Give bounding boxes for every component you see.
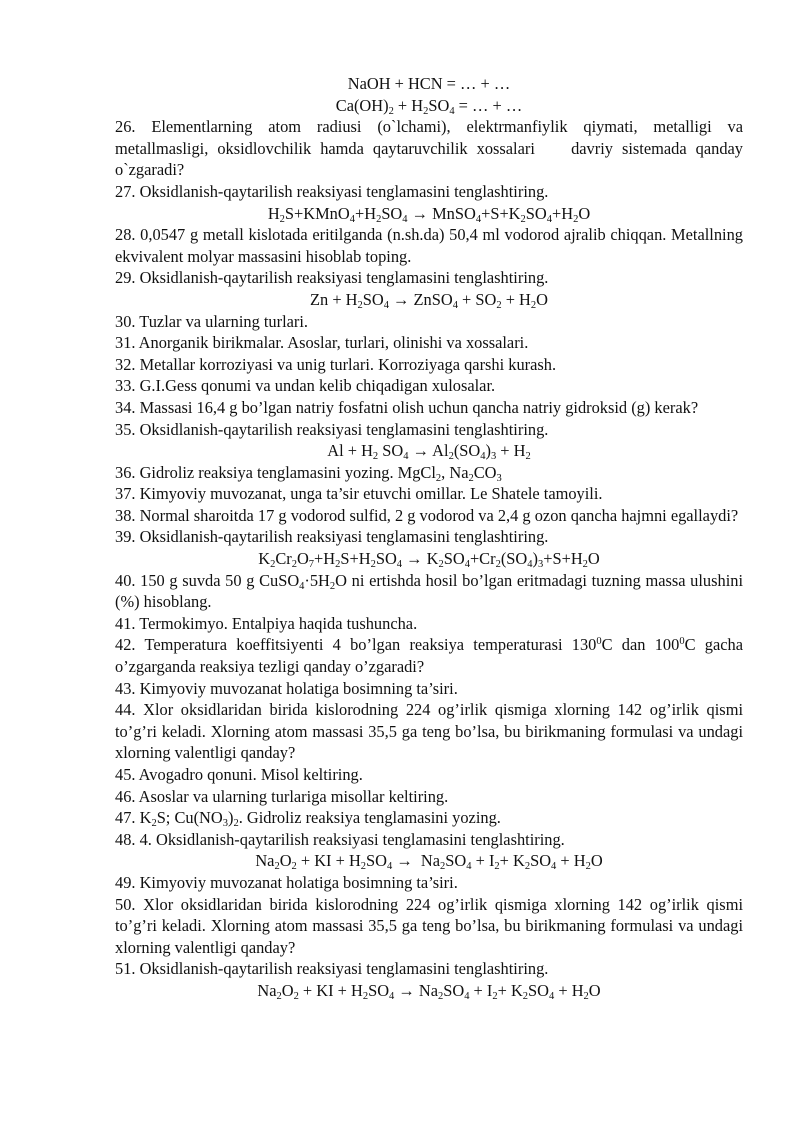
question-35-equation: $Al + H_2$ $SO_4 \to Al_2(SO_4)_3 + H_2$ [327,441,531,463]
question-51: 51. Oksidlanish-qaytarilish reaksiyasi tenglamasini tenglashtiring. [115,959,549,979]
question-35: 35. Oksidlanish-qaytarilish reaksiyasi tenglamasini tenglashtiring. [115,419,549,439]
question-49: 49. Kimyoviy muvozanat holatiga bosimning ta’siri. [115,872,458,892]
question-29-equation: $Zn + H_2SO_4$ → ZnSO$_4$ + $SO_2 + H_2O$ [310,289,548,311]
question-41: 41. Termokimyo. Entalpiya haqida tushuncha. [115,613,418,633]
question-39-equation: $K_2Cr_2O_7+H_2S+H_2SO_4 \to K_2SO_4+Cr_2(SO_4)_3+S+H_2O$ [258,549,600,571]
question-31: 31. Anorganik birikmalar. Asoslar, turlari, olinishi va xossalari. [115,333,529,353]
equation-caoh2-h2so4: $Ca(OH)_2 + H_2SO_4$ = … + … [335,95,523,117]
question-34: 34. Massasi 16,4 g bo’lgan natriy fosfatni olish uchun qancha natriy gidroksid (g) kerak? [115,397,699,417]
question-48: 48. 4. Oksidlanish-qaytarilish reaksiyasi tenglamasini tenglashtiring. [115,829,565,849]
question-27-equation: $H_2S+KMnO_4+H_2SO_4$ → $MnSO_4+S+K_2SO_4+H_2O$ [267,203,591,225]
question-46: 46. Asoslar va ularning turlariga misollar keltiring. [115,786,449,806]
question-50: 50. Xlor oksidlaridan birida kislorodning 224 og’irlik qismiga xlorning 142 og’irlik qismi to’g’ri keladi. Xlorning atom massasi 35,5 ga teng bo’lsa, bu birikmaning formulasi va undagi xlorning valentligi qanday? [115,894,743,957]
question-38: 38. Normal sharoitda 17 g vodorod sulfid, 2 g vodorod va 2,4 g ozon qancha hajmni egallaydi? [115,505,739,525]
question-43: 43. Kimyoviy muvozanat holatiga bosimning ta’siri. [115,678,458,698]
question-51-equation: $Na_2O_2$ + KI + $H_2SO_4 \to Na_2SO_4 + I_2+ K_2SO_4 + H_2O$ [257,980,601,1002]
question-42: 42. Temperatura koeffitsiyenti 4 bo’lgan reaksiya temperaturasi $130^0C$ dan $100^0C$ gacha o’zgarganda reaksiya tezligi qanday o’zgaradi? [115,635,743,677]
question-40: 40. 150 g suvda 50 g $CuSO_4\cdot 5H_2O$ ni ertishda hosil bo’lgan eritmadagi tuzning massa ulushini (%) hisoblang. [115,570,743,612]
question-39: 39. Oksidlanish-qaytarilish reaksiyasi tenglamasini tenglashtiring. [115,527,549,547]
question-29: 29. Oksidlanish-qaytarilish reaksiyasi tenglamasini tenglashtiring. [115,268,549,288]
document-page [115,73,743,1002]
question-44: 44. Xlor oksidlaridan birida kislorodning 224 og’irlik qismiga xlorning 142 og’irlik qismi to’g’ri keladi. Xlorning atom massasi 35,5 ga teng bo’lsa, bu birikmaning formulasi va undagi xlorning valentligi qanday? [115,700,743,763]
question-30: 30. Tuzlar va ularning turlari. [115,311,309,331]
question-48-equation: $Na_2O_2$ + KI + $H_2SO_4 \to Na_2SO_4 + I_2+ K_2SO_4 + H_2O$ [255,851,603,873]
question-36: 36. Gidroliz reaksiya tenglamasini yozing. MgCl$_2$, $Na_2CO_3$ [115,462,502,484]
question-37: 37. Kimyoviy muvozanat, unga ta’sir etuvchi omillar. Le Shatele tamoyili. [115,484,603,504]
question-47: 47. $K_2S$; $Cu(NO_3)_2$. Gidroliz reaksiya tenglamasini yozing. [115,808,501,830]
equation-naoh-hcn: NaOH + HCN = … + … [347,74,511,93]
question-45: 45. Avogadro qonuni. Misol keltiring. [115,765,363,784]
question-32: 32. Metallar korroziyasi va unig turlari. Korroziyaga qarshi kurash. [115,354,557,374]
question-33: 33. G.I.Gess qonumi va undan kelib chiqadigan xulosalar. [115,376,496,396]
question-27: 27. Oksidlanish-qaytarilish reaksiyasi tenglamasini tenglashtiring. [115,181,549,201]
question-26: 26. Elementlarning atom radiusi (o`lchami), elektrmanfiylik qiymati, metalligi va metallmasligi, oksidlovchilik hamda qaytaruvchilik xossalari davriy sistemada qanday o`zgaradi? [115,117,743,180]
question-28: 28. 0,0547 g metall kislotada eritilganda (n.sh.da) 50,4 ml vodorod ajralib chiqqan. Metallning ekvivalent molyar massasini hisoblab toping. [115,225,743,266]
